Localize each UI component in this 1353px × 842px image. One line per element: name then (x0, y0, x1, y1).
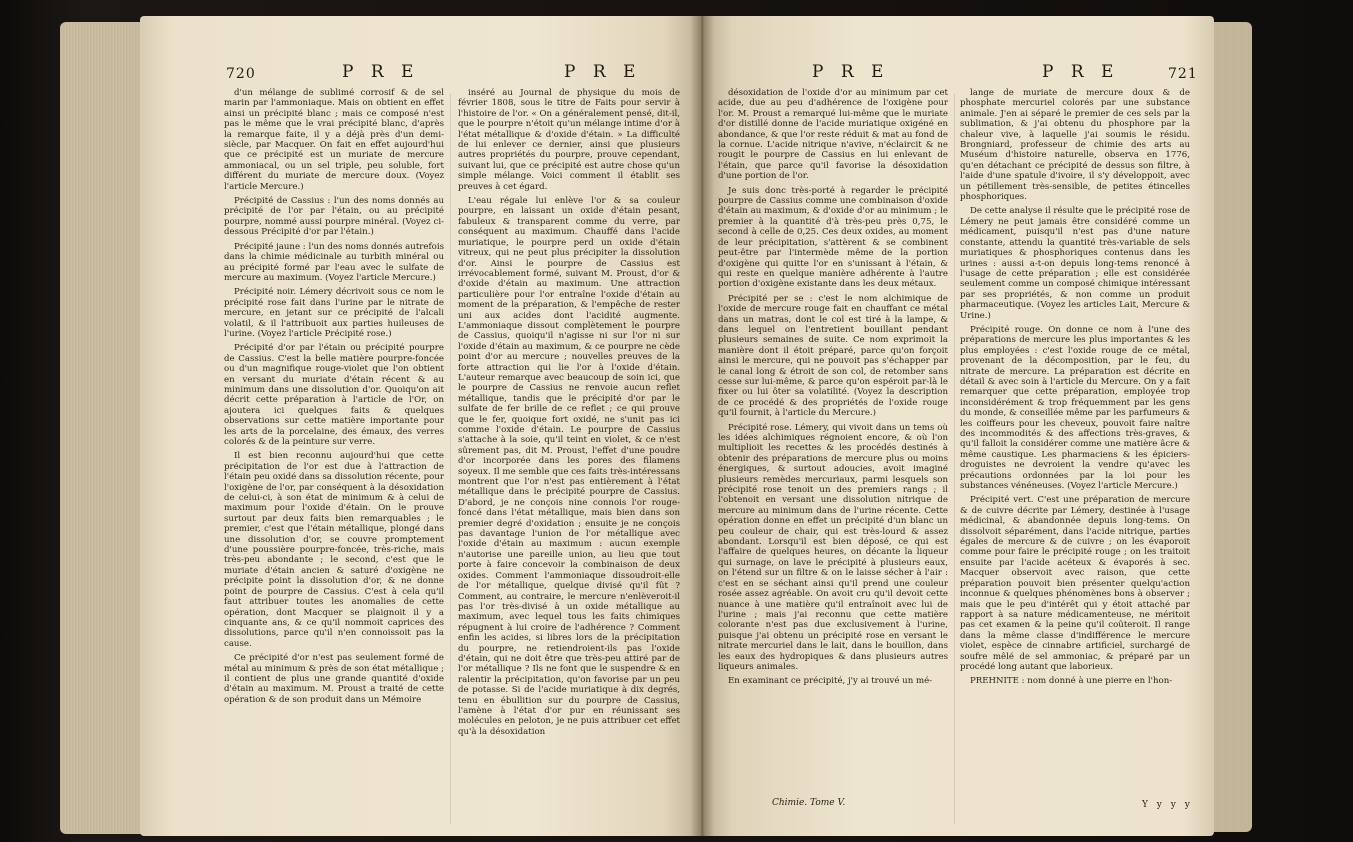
running-head-right-1: P R E (812, 62, 890, 82)
left-page-edges (60, 22, 142, 834)
page-number-right: 721 (1168, 66, 1198, 82)
paragraph: Ce précipité d'or n'est pas seulement formé de métal au minimum & près de son état métallique ; il contient de plus une grande quantité d'oxide d'étain au maximum. M. Proust a traité de cette opération & de son produit dans un Mémoire (224, 653, 444, 705)
paragraph: De cette analyse il résulte que le précipité rose de Lémery ne peut jamais être considéré comme un médicament, puisqu'il n'est pas d'une nature constante, attendu la quantité très-variable de sels muriatiques & phosphoriques contenus dans les urines : aussi a-t-on depuis long-tems renoncé à l'usage de cette préparation ; elle est considérée seulement comme un composé chimique intéressant par ses propriétés, & non comme un produit pharmaceutique. (Voyez les articles Lait, Mercure & Urine.) (960, 206, 1190, 321)
right-page-edges (1212, 22, 1252, 832)
running-head-left-2: P R E (564, 62, 642, 82)
right-page (702, 16, 1214, 836)
page-number-left: 720 (226, 66, 256, 82)
paragraph: inséré au Journal de physique du mois de février 1808, sous le titre de Faits pour servir à l'histoire de l'or. « On a généralement pensé, dit-il, que le pourpre n'étoit qu'un mélange intime d'or à l'état métallique & d'oxide d'étain. » La difficulté de lui enlever ce dernier, ainsi que plusieurs autres propriétés du pourpre, prouve cependant, suivant lui, que ce précipité est autre chose qu'un simple mélange. Voici comment il établit ses preuves à cet égard. (458, 88, 680, 192)
paragraph: Je suis donc très-porté à regarder le précipité pourpre de Cassius comme une combinaison d'oxide d'étain au maximum, & d'oxide d'or au minimum ; le premier à la quantité d'à très-peu près 0,75, le second à celle de 0,25. Ces deux oxides, au moment de leur précipitation, s'attèrent & se combinent peut-être par l'intermède même de la portion d'oxigène qui quitte l'or en s'unissant à l'étain, & qui reste en quelque manière adhérente à l'autre portion d'oxigène existante dans les deux métaux. (718, 185, 948, 290)
paragraph: d'un mélange de sublimé corrosif & de sel marin par l'ammoniaque. Mais on obtient en effet ainsi un précipité blanc ; mais ce composé n'est pas le même que le vrai précipité blanc, d'après la remarque faite, il y a déjà près d'un demi-siècle, par Macquer. On fait en effet aujourd'hui que ce précipité est un muriate de mercure ammoniacal, ou un sel triple, peu soluble, fort différent du muriate de mercure doux. (Voyez l'article Mercure.) (224, 88, 444, 192)
volume-footer: Chimie. Tome V. (772, 798, 846, 808)
paragraph: Précipité noir. Lémery décrivoit sous ce nom le précipité rose fait dans l'urine par le nitrate de mercure, en jetant sur ce précipité de l'alcali volatil, & il l'attribuoit aux parties huileuses de l'urine. (Voyez l'article Précipité rose.) (224, 287, 444, 339)
right-page-column-1 (718, 88, 948, 794)
paragraph: désoxidation de l'oxide d'or au minimum par cet acide, due au peu d'adhérence de l'oxigène pour l'or. M. Proust a remarqué lui-même que le muriate d'or distillé donne de l'acide muriatique oxigéné en abondance, & que l'or reste réduit & mat au fond de la cornue. L'acide nitrique n'avive, n'éclaircit & ne rougit le pourpre de Cassius en lui enlevant de l'étain, que parce qu'il favorise la désoxidation d'une portion de l'or. (718, 88, 948, 182)
paragraph: L'eau régale lui enlève l'or & sa couleur pourpre, en laissant un oxide d'étain pesant, fabuleux & transparent comme du verre, par conséquent au maximum. Chauffé dans l'acide muriatique, le pourpre perd un oxide d'étain vitreux, qui ne peut plus précipiter la dissolution d'or. Ainsi le pourpre de Cassius est irrévocablement formé, suivant M. Proust, d'or & d'oxide d'étain au maximum. Une attraction particulière pour l'or entraîne l'oxide d'étain au moment de la préparation, & l'empêche de rester uni aux acides dont l'acidité augmente. L'ammoniaque dissout complètement le pourpre de Cassius, quoiqu'il n'agisse ni sur l'or ni sur l'oxide d'étain au maximum, & ce pourpre ne cède point d'or au mercure ; nouvelles preuves de la forte attraction qui lie l'or à l'oxide d'étain. L'auteur remarque avec beaucoup de soin ici, que le pourpre de Cassius ne renvoie aucun reflet métallique, tandis que le précipité d'or par le sulfate de fer brille de ce reflet ; ce qui prouve que le fer, quoique fort oxidé, ne s'unit pas ici comme l'oxide d'étain. Le pourpre de Cassius s'attache à la soie, qu'il teint en violet, & ce n'est sûrement pas, dit M. Proust, l'effet d'une poudre d'or incorporée dans les pores des filamens soyeux. Il me semble que ces faits très-intéressans montrent que l'or n'est pas entièrement à l'état métallique dans le précipité pourpre de Cassius. D'abord, je ne conçois nine connois l'or rouge-foncé dans l'état métallique, mais bien dans son premier degré d'oxidation ; ensuite je ne conçois pas davantage l'union de l'or métallique avec l'oxide d'étain au maximum : aucun exemple n'autorise une pareille union, au lieu que tout porte à faire concevoir la combinaison de deux oxides. Comment l'ammoniaque dissoudroit-elle de l'or métallique, quelque divisé qu'il fût ? Comment, au contraire, le mercure n'enlèveroit-il pas l'or très-divisé à un oxide métallique au maximum, avec lequel tous les faits chimiques répugnent à lui croire de l'adhérence ? Comment enfin les acides, si libres lors de la précipitation du pourpre, ne retiendroient-ils pas l'oxide d'étain, qui ne doit être que très-peu attiré par de l'or métallique ? Ils ne font que le suspendre & en ralentir la précipitation, qu'on favorise par un peu de potasse. Si de l'acide muriatique à dix degrés, tenu en ébullition sur du pourpre de Cassius, l'amène à l'état d'or pur en réunissant ses molécules en peloton, je ne puis attribuer cet effet qu'à la désoxidation (458, 196, 680, 737)
running-head-right-2: P R E (1042, 62, 1120, 82)
left-page-column-2 (458, 88, 680, 823)
left-page-column-1 (224, 88, 444, 823)
paragraph: En examinant ce précipité, j'y ai trouvé un mé- (728, 676, 933, 687)
paragraph: Précipité per se : c'est le nom alchimique de l'oxide de mercure rouge fait en chauffant ce métal dans un matras, dont le col est tiré à la lampe, & dans lequel on l'entretient bouillant pendant plusieurs semaines de suite. Ce nom exprimoit la manière dont il étoit préparé, parce qu'on forçoit ainsi le mercure, qui ne pouvoit pas s'échapper par le canal long & étroit de son col, de retomber sans cesse sur lui-même, & parce qu'on espéroit par-là le fixer ou lui ôter sa volatilité. (Voyez la description de ce procédé & des propriétés de l'oxide rouge qu'il fournit, à l'article du Mercure.) (718, 293, 948, 419)
paragraph: Il est bien reconnu aujourd'hui que cette précipitation de l'or est due à l'attraction de l'étain peu oxidé dans sa dissolution récente, pour l'oxigène de l'or, par conséquent à la désoxidation de celui-ci, à son état de minimum & à celui de maximum pour l'oxide d'étain. On le prouve surtout par deux faits bien remarquables ; le premier, c'est que l'étain métallique, plongé dans une dissolution d'or, se couvre promptement d'une poussière pourpre-foncée, très-riche, mais très-peu abondante ; le second, c'est que le muriate d'étain ancien & saturé d'oxigène ne précipite point la dissolution d'or, & ne donne point de pourpre de Cassius. C'est à cela qu'il faut attribuer toutes les anomalies de cette opération, dont Macquer se plaignoit il y a cinquante ans, & ce qu'il nommoit caprices des dissolutions, parce qu'il n'en connoissoit pas la cause. (224, 451, 444, 649)
paragraph: Précipité jaune : l'un des noms donnés autrefois dans la chimie médicinale au turbith minéral ou au précipité formé par l'eau avec le sulfate de mercure au maximum. (Voyez l'article Mercure.) (224, 241, 444, 283)
paragraph: Précipité rose. Lémery, qui vivoit dans un tems où les idées alchimiques régnoient encore, & où l'on multiplioit les recettes & les procédés destinés à obtenir des préparations de mercure plus ou moins énergiques, & surtout adoucies, avoit imaginé plusieurs remèdes mercuriaux, parmi lesquels son précipité rose tenoit un des premiers rangs ; il l'obtenoit en versant une dissolution nitrique de mercure au minimum dans de l'urine récente. Cette opération donne en effet un précipité d'un blanc un peu couleur de chair, qui est très-lourd & assez abondant. Lorsqu'il est bien déposé, ce qui est l'affaire de quelques heures, on décante la liqueur qui surnage, on lave le précipité à plusieurs eaux, on l'étend sur un filtre & on le laisse sécher à l'air : c'est en se séchant ainsi qu'il prend une couleur rosée assez agréable. On avoit cru qu'il devoit cette nuance à une matière qu'il entraînoit avec lui de l'urine ; mais j'ai reconnu que cette matière colorante n'est pas due exclusivement à l'urine, puisque j'ai obtenu un précipité rose en versant le nitrate mercuriel dans le lait, dans le bouillon, dans les eaux des hydropiques & dans plusieurs autres liqueurs animales. (718, 422, 948, 672)
signature-mark: Y y y y (1142, 800, 1193, 810)
left-page (140, 16, 702, 836)
paragraph: Précipité rouge. On donne ce nom à l'une des préparations de mercure les plus importantes & les plus employées : c'est l'oxide rouge de ce métal, provenant de la décomposition, par le feu, du nitrate de mercure. La préparation est décrite en détail & avec soin à l'article du Mercure. On y a fait remarquer que cette préparation, employée trop inconsidérément & trop fréquemment par les gens du monde, & conseillée même par les parfumeurs & les coiffeurs pour les cheveux, pouvoit faire naître des incommodités & des affections très-graves, & qu'il falloit la considérer comme une matière âcre & même caustique. Les pharmaciens & les épiciers-droguistes ne devroient la vendre qu'avec les précautions ordonnées par la loi pour les substances vénéneuses. (Voyez l'article Mercure.) (960, 324, 1190, 492)
paragraph: Précipité d'or par l'étain ou précipité pourpre de Cassius. C'est la belle matière pourpre-foncée ou d'un magnifique rouge-violet que l'on obtient en versant du muriate d'étain récent & au minimum dans une dissolution d'or. Quoiqu'on ait décrit cette préparation à l'article de l'Or, on ajoutera ici quelques faits & quelques observations sur cette matière importante pour les arts de la porcelaine, des émaux, des verres colorés & de la peinture sur verre. (224, 343, 444, 447)
right-page-column-2 (960, 88, 1190, 823)
running-head-left-1: P R E (342, 62, 420, 82)
paragraph: Précipité de Cassius : l'un des noms donnés au précipité de l'or par l'étain, ou au précipité pourpre, nommé aussi pourpre minéral. (Voyez ci-dessous Précipité d'or par l'étain.) (224, 196, 444, 238)
paragraph: PREHNITE : nom donné à une pierre en l'hon- (970, 676, 1173, 687)
column-divider (954, 94, 955, 824)
column-divider (450, 94, 451, 824)
paragraph: Précipité vert. C'est une préparation de mercure & de cuivre décrite par Lémery, destinée à l'usage médicinal, & abandonnée depuis long-tems. On dissolvoit séparément, dans l'acide nitrique, parties égales de mercure & de cuivre ; on les évaporoit comme pour faire le précipité rouge ; on les traitoit ensuite par l'acide acéteux & évaporés à sec. Macquer observoit avec raison, que cette préparation pouvoit bien présenter quelqu'action inconnue & quelques phénomènes bons à observer ; mais que le peu d'intérêt qui y étoit attaché par rapport à sa nature médicamenteuse, ne méritoit pas cet examen & la peine qu'il coûteroit. Il range dans la même classe d'indifférence le mercure violet, espèce de cinnabre artificiel, surchargé de soufre mêlé de sel ammoniac, & préparé par un procédé long autant que laborieux. (960, 495, 1190, 672)
paragraph: lange de muriate de mercure doux & de phosphate mercuriel colorés par une substance animale. J'en ai séparé le premier de ces sels par la sublimation, & j'ai obtenu du phosphore par la chaleur vive, à laquelle j'ai soumis le résidu. Brongniard, professeur de chimie des arts au Muséum d'histoire naturelle, observa en 1776, qu'en détachant ce précipité de dessus son filtre, à l'aide d'une spatule d'ivoire, il s'y développoit, avec un pétillement très-sensible, de petites étincelles phosphoriques. (960, 88, 1190, 203)
